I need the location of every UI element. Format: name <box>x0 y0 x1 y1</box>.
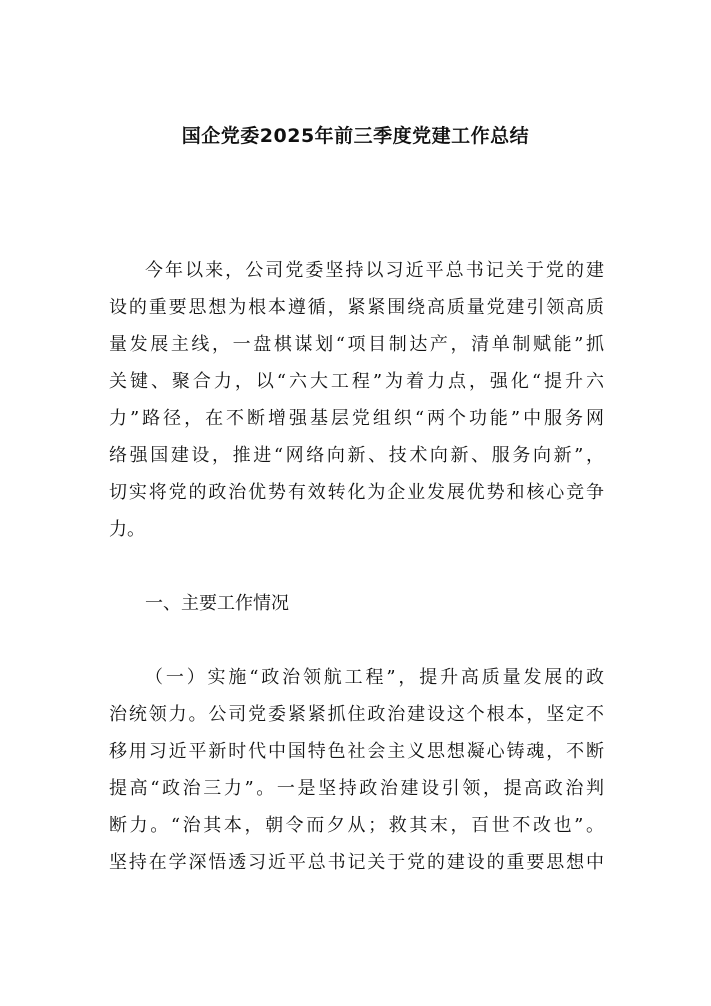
subsection-line: （一）实施“政治领航工程”，提升高质量发展的政 <box>145 667 604 688</box>
subsection-paragraph <box>109 659 604 881</box>
subsection-line: 坚持在学深悟透习近平总书记关于党的建设的重要思想中 <box>109 852 604 873</box>
intro-line: 切实将党的政治优势有效转化为企业发展优势和核心竞争 <box>109 482 604 503</box>
section-heading: 一、主要工作情况 <box>145 593 289 614</box>
intro-line: 设的重要思想为根本遵循，紧紧围绕高质量党建引领高质 <box>109 297 604 318</box>
intro-line: 关键、聚合力，以“六大工程”为着力点，强化“提升六 <box>109 371 604 392</box>
subsection-line: 提高“政治三力”。一是坚持政治建设引领，提高政治判 <box>109 778 604 799</box>
subsection-line: 移用习近平新时代中国特色社会主义思想凝心铸魂，不断 <box>109 741 604 762</box>
document-title: 国企党委2025年前三季度党建工作总结 <box>181 125 530 147</box>
intro-line: 量发展主线，一盘棋谋划“项目制达产，清单制赋能”抓 <box>109 334 604 355</box>
intro-line: 力。 <box>109 519 145 540</box>
section-heading-block <box>109 585 604 622</box>
subsection-line: 治统领力。公司党委紧紧抓住政治建设这个根本，坚定不 <box>109 704 604 725</box>
intro-line: 今年以来，公司党委坚持以习近平总书记关于党的建 <box>145 260 604 281</box>
intro-line: 力”路径，在不断增强基层党组织“两个功能”中服务网 <box>109 408 604 429</box>
intro-paragraph <box>109 252 604 548</box>
subsection-line: 断力。“治其本，朝令而夕从；救其末，百世不改也”。 <box>109 815 604 836</box>
intro-line: 络强国建设，推进“网络向新、技术向新、服务向新”， <box>109 445 604 466</box>
